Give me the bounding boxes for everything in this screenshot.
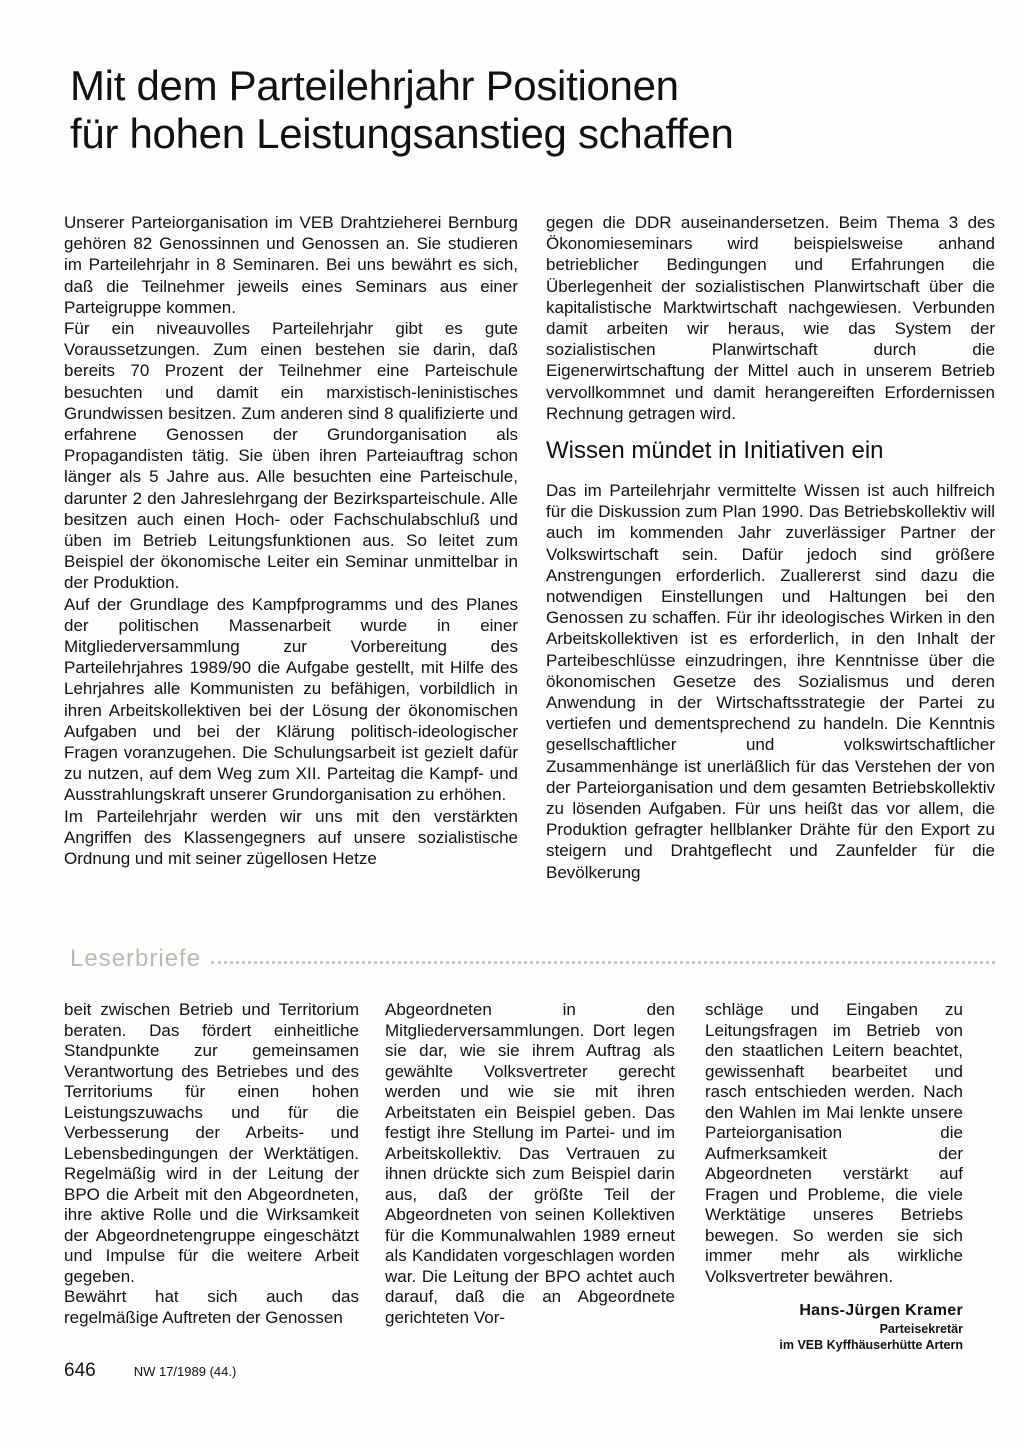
paragraph: Für ein niveauvolles Parteilehrjahr gibt es gute Voraussetzungen. Zum einen bestehen sie darin, daß bereits 70 Prozent der Teilnehmer eine Parteischule besuchten und damit ein marxistisch-leninistisches Grundwissen besitzen. Zum anderen sind 8 qualifizierte und erfahrene Genossen der Grundorganisation als Propagandisten tätig. Sie üben ihren Parteiauftrag schon länger als 5 Jahre aus. Alle besuchten eine Parteischule, darunter 2 den Jahreslehrgang der Bezirksparteischule. Alle besitzen auch einen Hoch- oder Fachschulabschluß und üben im Betrieb Leitungsfunktionen aus. So leitet zum Beispiel der ökonomische Leiter ein Seminar unmittelbar in der Produktion. bbox=[64, 319, 518, 593]
author-role-line-1: Parteisekretär bbox=[879, 1322, 963, 1336]
page-number: 646 bbox=[64, 1360, 96, 1381]
paragraph: gegen die DDR auseinandersetzen. Beim Thema 3 des Ökonomieseminars wird beispielsweise anhand betrieblicher Bedingungen und Erfahrungen die Überlegenheit der sozialistischen Planwirtschaft über die kapitalistische Marktwirtschaft nachgewiesen. Verbunden damit arbeiten wir heraus, wie das System der sozialistischen Planwirtschaft durch die Eigenerwirtschaftung der Mittel auch in unserem Betrieb vervollkommnet und damit herangereiften Erfordernissen Rechnung getragen wird. bbox=[546, 213, 995, 423]
paragraph: schläge und Eingaben zu Leitungsfragen im Betrieb von den staatlichen Leitern beachtet, gewissenhaft bearbeitet und rasch entschieden werden. Nach den Wahlen im Mai lenkte unsere Parteiorganisation die Aufmerksamkeit der Abgeordneten verstärkt auf Fragen und Probleme, die viele Werktätige unseres Betriebs bewegen. So werden sie sich immer mehr als wirkliche Volksvertreter bewähren. bbox=[705, 1000, 963, 1286]
article-title bbox=[70, 62, 970, 158]
paragraph: Im Parteilehrjahr werden wir uns mit den verstärkten Angriffen des Klassengegners auf unsere sozialistische Ordnung und mit seiner zügellosen Hetze bbox=[64, 806, 518, 869]
section-header-bar bbox=[70, 944, 995, 974]
letter-column-3 bbox=[705, 1000, 963, 1353]
article-column-2 bbox=[546, 212, 995, 883]
author-name: Hans-Jürgen Kramer bbox=[799, 1302, 963, 1319]
section-subheading: Wissen mündet in Initiativen ein bbox=[546, 437, 884, 465]
letter-column-1 bbox=[64, 1000, 359, 1328]
dotted-divider bbox=[211, 961, 995, 964]
letter-column-2 bbox=[385, 1000, 675, 1328]
title-line-1: Mit dem Parteilehrjahr Positionen bbox=[70, 62, 679, 109]
paragraph: Bewährt hat sich auch das regelmäßige Auftreten der Genossen bbox=[64, 1287, 359, 1327]
article-column-1 bbox=[64, 212, 518, 869]
paragraph: beit zwischen Betrieb und Territorium beraten. Das fördert einheitliche Standpunkte zur gemeinsamen Verantwortung des Betriebes und des Territoriums für einen hohen Leistungszuwachs und für die Verbesserung der Arbeits- und Lebensbedingungen der Werktätigen. Regelmäßig wird in der Leitung der BPO die Arbeit mit den Abgeordneten, ihre aktive Rolle und die Wirksamkeit der Abgeordnetengruppe eingeschätzt und Impulse für die weitere Arbeit gegeben. bbox=[64, 1000, 359, 1286]
paragraph: Abgeordneten in den Mitgliederversammlungen. Dort legen sie dar, wie sie ihrem Auftrag als gewählte Volksvertreter gerecht werden und wie sie mit ihren Arbeitstaten ein Beispiel geben. Das festigt ihre Stellung im Partei- und im Arbeitskollektiv. Das Vertrauen zu ihnen drückte sich zum Beispiel darin aus, daß der größte Teil der Abgeordneten von seinen Kollektiven für die Kommunalwahlen 1989 erneut als Kandidaten vorgeschlagen worden war. Die Leitung der BPO achtet auch darauf, daß die an Abgeordnete gerichteten Vor- bbox=[385, 1000, 675, 1327]
paragraph: Das im Parteilehrjahr vermittelte Wissen ist auch hilfreich für die Diskussion zum Plan 1990. Das Betriebskollektiv will auch im kommenden Jahr zuverlässiger Partner der Volkswirtschaft sein. Dafür jedoch sind größere Anstrengungen erforderlich. Zuallererst sind dazu die notwendigen Einstellungen und Haltungen bei den Genossen zu schaffen. Für ihr ideologisches Wirken in den Arbeitskollektiven ist es erforderlich, in den Inhalt der Parteibeschlüsse einzudringen, ihre Kenntnisse über die ökonomischen Gesetze des Sozialismus und deren Anwendung in der Wirtschaftsstrategie der Partei zu vertiefen und dementsprechend zu handeln. Die Kenntnis gesellschaftlicher und volkswirtschaftlicher Zusammenhänge ist unerläßlich für das Verstehen der von der Parteiorganisation und dem gesamten Betriebskollektiv zu lösenden Aufgaben. Für uns heißt das vor allem, die Produktion gefragter hellblanker Drähte für den Export zu steigern und Drahtgeflecht und Zaunfelder für die Bevölkerung bbox=[546, 481, 995, 882]
paragraph: Auf der Grundlage des Kampfprogramms und des Planes der politischen Massenarbeit wurde in einer Mitgliederversammlung zur Vorbereitung des Parteilehrjahres 1989/90 die Aufgabe gestellt, mit Hilfe des Lehrjahres alle Kommunisten zu befähigen, vorbildlich in ihren Arbeitskollektiven bei der Lösung der ökonomischen Aufgaben und bei der Klärung politisch-ideologischer Fragen voranzugehen. Die Schulungsarbeit ist gezielt dafür zu nutzen, auf dem Weg zum XII. Parteitag die Kampf- und Ausstrahlungskraft unserer Grundorganisation zu erhöhen. bbox=[64, 594, 518, 805]
issue-reference: NW 17/1989 (44.) bbox=[133, 1364, 237, 1379]
author-role-line-2: im VEB Kyffhäuserhütte Artern bbox=[779, 1338, 963, 1352]
paragraph: Unserer Parteiorganisation im VEB Drahtzieherei Bernburg gehören 82 Genossinnen und Genossen an. Sie studieren im Parteilehrjahr in 8 Seminaren. Bei uns bewährt es sich, daß die Teilnehmer jeweils eines Seminars aus einer Parteigruppe kommen. bbox=[64, 213, 518, 317]
title-line-2: für hohen Leistungsanstieg schaffen bbox=[70, 110, 734, 157]
page-footer bbox=[64, 1360, 236, 1382]
section-label: Leserbriefe bbox=[70, 945, 202, 972]
